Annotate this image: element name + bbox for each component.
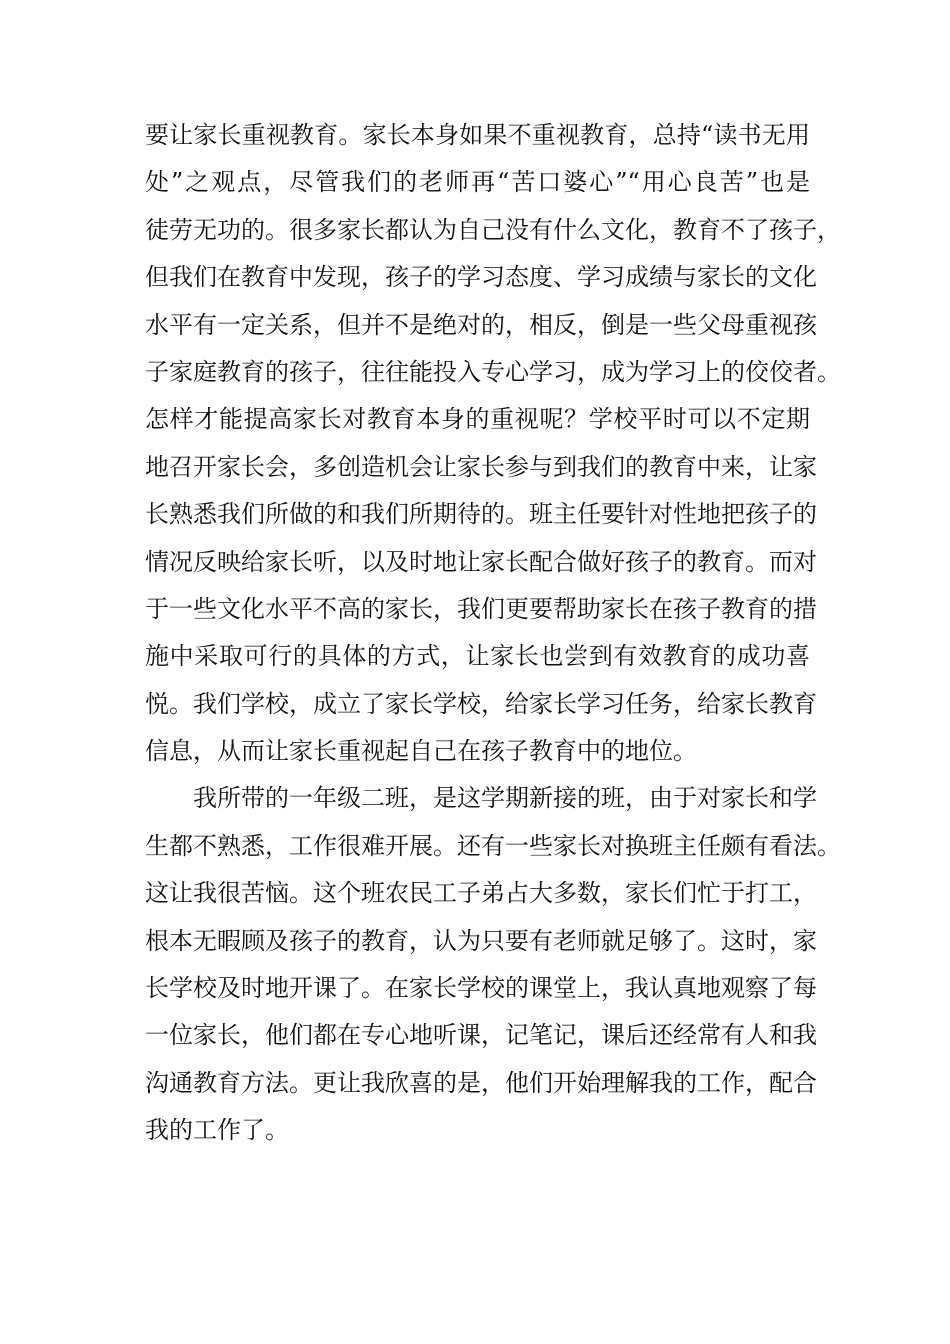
text-line-11: 于一些文化水平不高的家长，我们更要帮助家长在孩子教育的措 [145,594,817,623]
text-line-8: 地召开家长会，多创造机会让家长参与到我们的教育中来，让家 [145,452,817,481]
text-line-1: 要让家长重视教育。家长本身如果不重视教育，总持“读书无用 [145,121,810,149]
text-line-10: 情况反映给家长听，以及时地让家长配合做好孩子的教育。而对 [145,547,817,576]
text-line-5: 水平有一定关系，但并不是绝对的，相反，倒是一些父母重视孩 [145,310,817,339]
text-line-19: 长学校及时地开课了。在家长学校的课堂上，我认真地观察了每 [145,974,817,1003]
text-line-21: 沟通教育方法。更让我欣喜的是，他们开始理解我的工作，配合 [145,1068,817,1097]
text-line-20: 一位家长，他们都在专心地听课，记笔记，课后还经常有人和我 [145,1021,817,1050]
text-line-13: 悦。我们学校，成立了家长学校，给家长学习任务，给家长教育 [145,689,817,718]
text-line-22: 我的工作了。 [145,1116,289,1145]
text-line-12: 施中采取可行的具体的方式，让家长也尝到有效教育的成功喜 [145,642,810,671]
text-line-16: 生都不熟悉，工作很难开展。还有一些家长对换班主任颇有看法。 [145,831,841,860]
text-line-14: 信息，从而让家长重视起自己在孩子教育中的地位。 [145,737,697,766]
text-line-2: 处”之观点，尽管我们的老师再“苦口婆心”“用心良苦”也是 [145,168,810,197]
text-line-3: 徒劳无功的。很多家长都认为自己没有什么文化，教育不了孩子， [145,215,841,244]
text-line-7: 怎样才能提高家长对教育本身的重视呢？学校平时可以不定期 [145,405,810,434]
text-line-17: 这让我很苦恼。这个班农民工子弟占大多数，家长们忙于打工， [145,879,817,908]
text-line-6: 子家庭教育的孩子，往往能投入专心学习，成为学习上的佼佼者。 [145,357,841,386]
text-line-9: 长熟悉我们所做的和我们所期待的。班主任要针对性地把孩子的 [145,500,817,529]
body-text [145,112,841,1155]
text-line-18: 根本无暇顾及孩子的教育，认为只要有老师就足够了。这时，家 [145,926,817,955]
text-line-15: 我所带的一年级二班，是这学期新接的班，由于对家长和学 [193,784,817,813]
text-line-4: 但我们在教育中发现，孩子的学习态度、学习成绩与家长的文化 [145,263,817,292]
